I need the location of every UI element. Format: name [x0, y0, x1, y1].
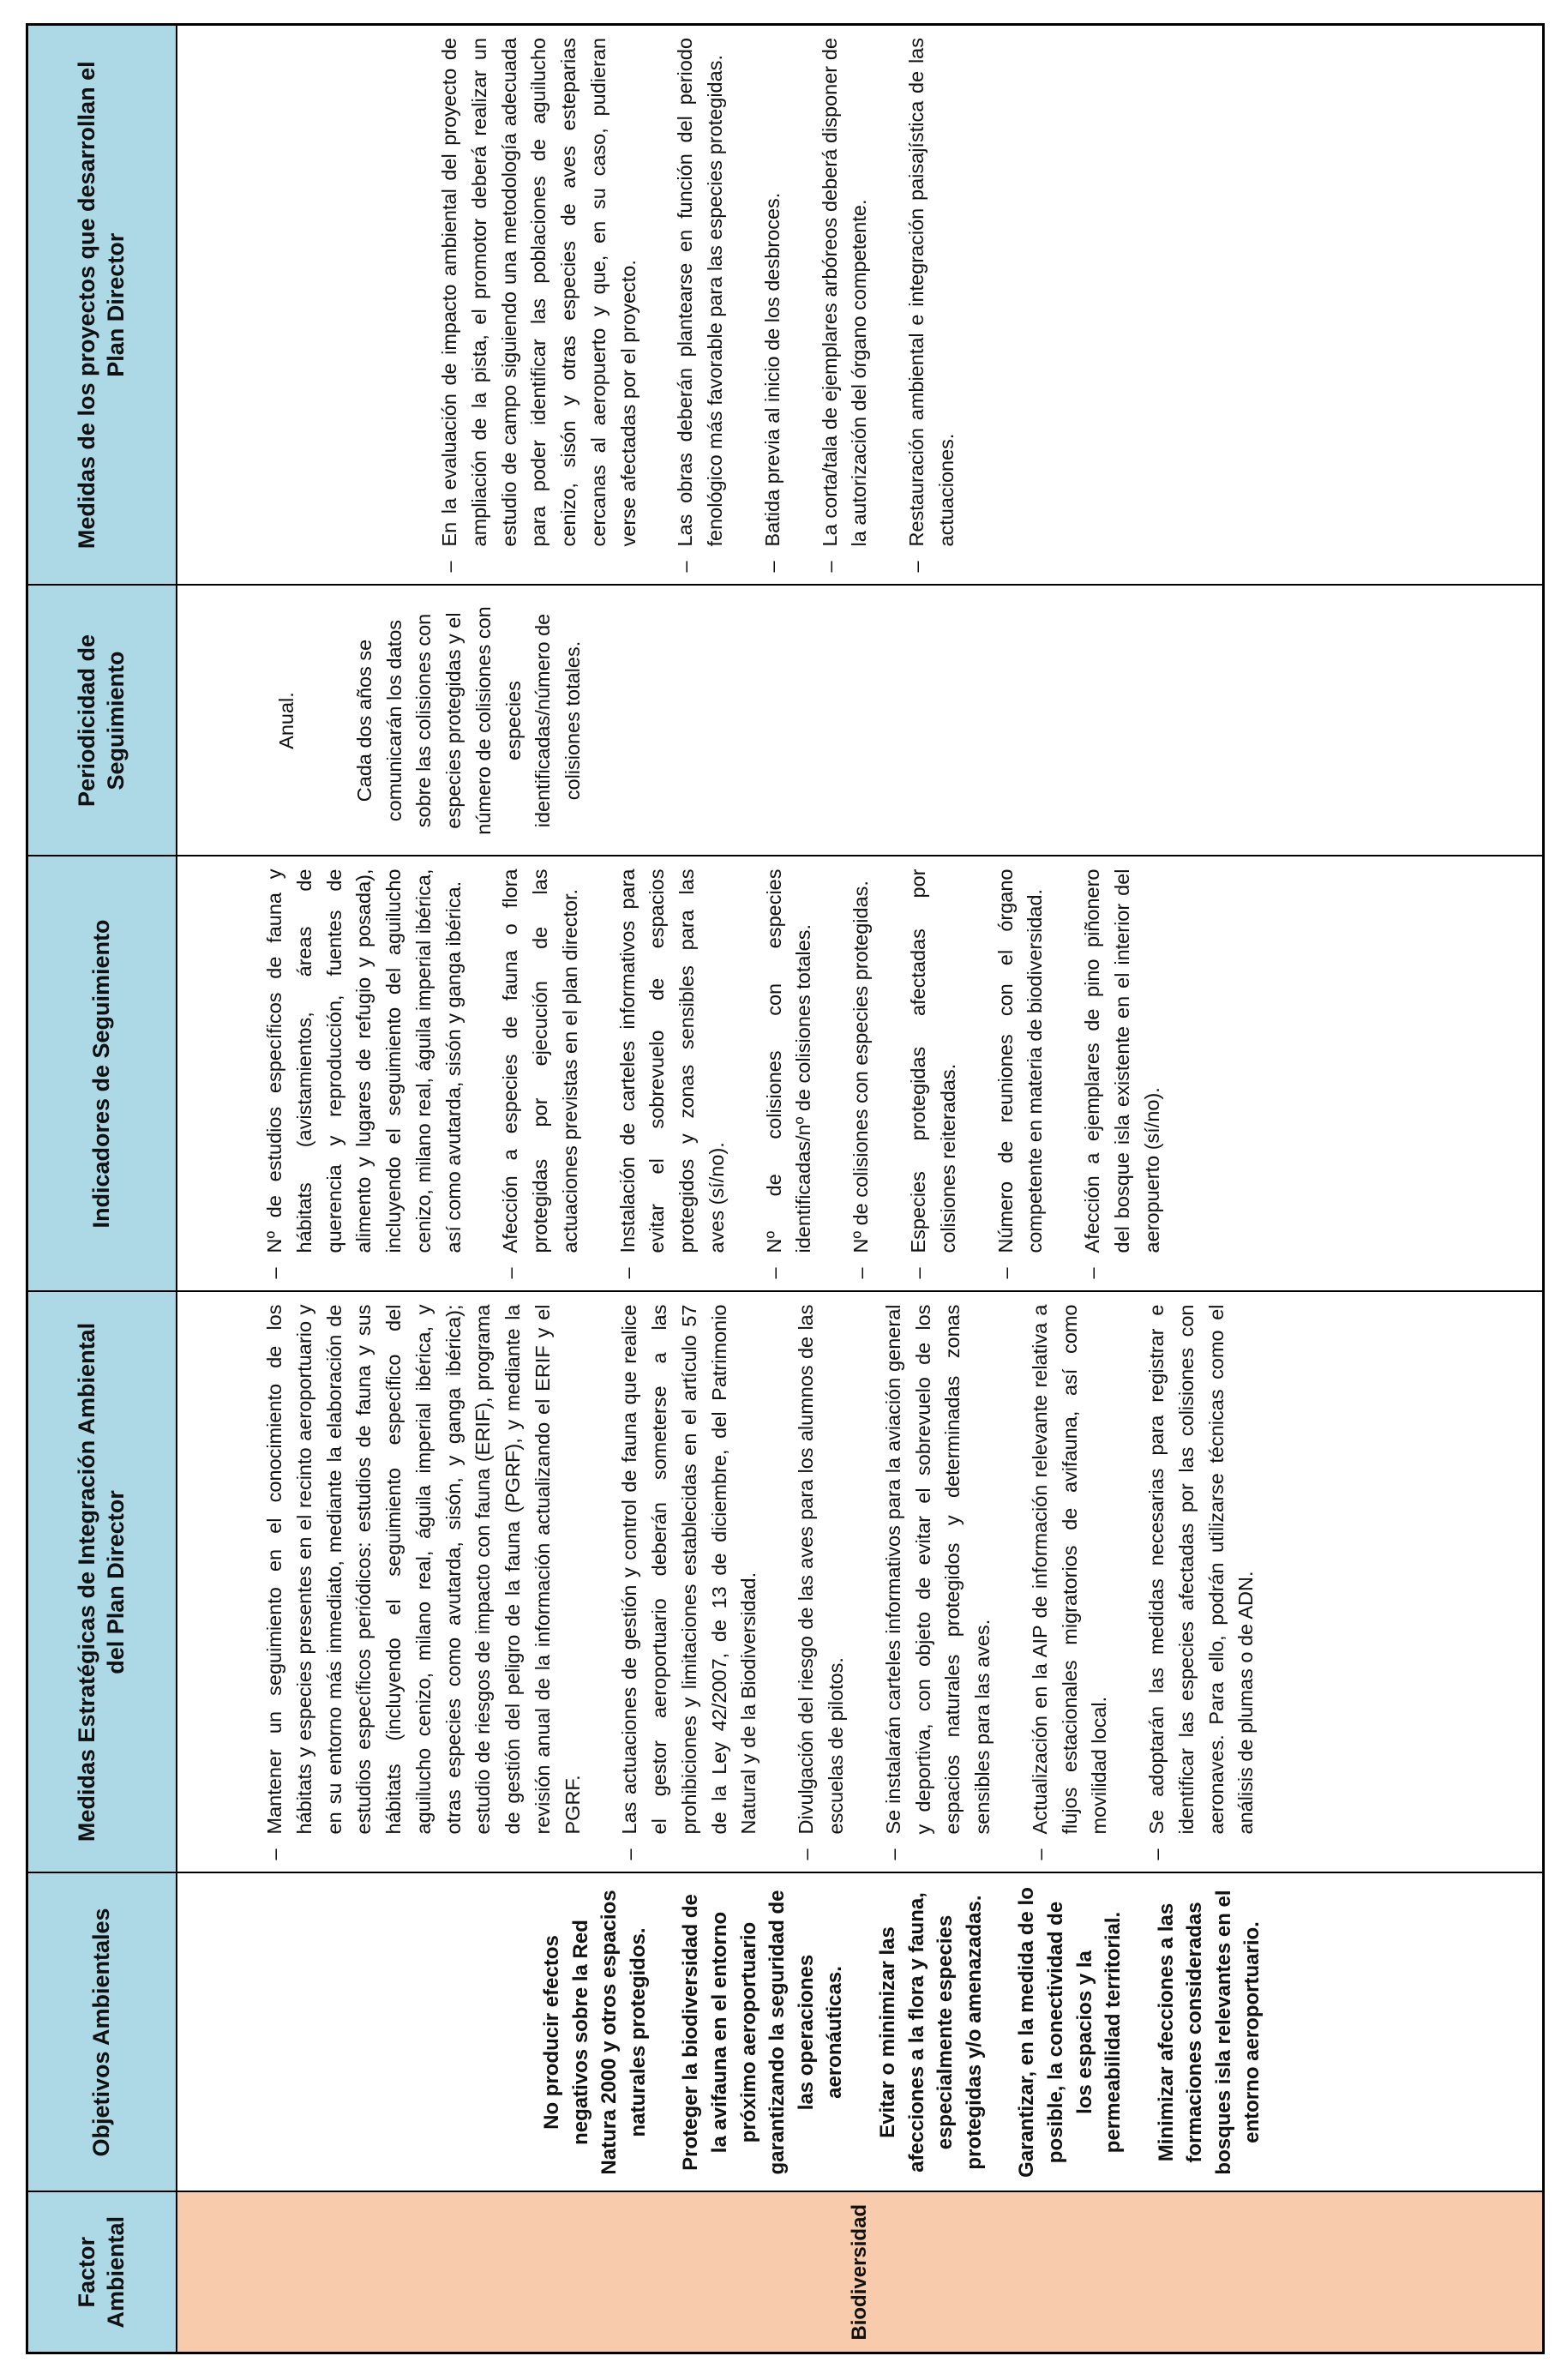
project-measure-item: – Restauración ambiental e integración paisajística de las actuaciones. [902, 38, 962, 573]
indicators-cell [177, 856, 1544, 1292]
measure-item: – Las actuaciones de gestión y control de fauna que realice el gestor aeroportuario deberán someterse a las prohibiciones y limitaciones establecidas en el artículo 57 de la Ley 42/2007, de 13 de diciembre, del Patrimonio Natural y de la Biodiversidad. [615, 1305, 764, 1860]
periodicity-item: Anual. [275, 692, 297, 749]
measure-item: – Actualización en la AIP de información relevante relativa a flujos estacionales migratorios de avifauna, así como movilidad local. [1025, 1305, 1114, 1860]
measure-item: – Se instalarán carteles informativos para la aviación general y deportiva, con objeto de evitar el sobrevuelo de los espacios naturales protegidos y determinadas zonas sensibles para las aves. [879, 1305, 998, 1860]
header-objectives: Objetivos Ambientales [27, 1873, 177, 2192]
factor-cell: Biodiversidad [177, 2192, 1544, 2353]
header-indicators: Indicadores de Seguimiento [27, 856, 177, 1292]
header-periodicity: Periodicidad de Seguimiento [27, 586, 177, 856]
indicators-list [260, 869, 1167, 1279]
indicator-item: – Especies protegidas afectadas por colisiones reiteradas. [904, 869, 964, 1279]
objective-item: Proteger la biodiversidad de la avifauna en el entorno próximo aeroportuario garantizando la seguridad de las operaciones aeronáuticas. [679, 1890, 847, 2175]
projects-cell [177, 25, 1544, 586]
environmental-monitoring-table [26, 23, 1545, 2354]
periodicity-cell [177, 586, 1544, 856]
project-measure-item: – La corta/tala de ejemplares arbóreos deberá disponer de la autorización del órgano competente. [815, 38, 875, 573]
indicator-item: – Nº de colisiones con especies protegidas. [846, 869, 876, 1279]
periodicity-item: Cada dos años se comunicarán los datos sobre las colisiones con especies protegidas y el número de colisiones con especies identificadas/número de colisiones totales. [352, 606, 585, 835]
indicator-item: – Afección a ejemplares de pino piñonero del bosque isla existente en el interior del aeropuerto (sí/no). [1078, 869, 1167, 1279]
project-measure-item: – En la evaluación de impacto ambiental del proyecto de ampliación de la pista, el promotor deberá realizar un estudio de campo siguiendo una metodología adecuada para poder identificar las poblaciones de aguilucho cenizo, sisón y otras especies de aves esteparias cercanas al aeropuerto y que, en su caso, pudieran verse afectadas por el proyecto. [435, 38, 643, 573]
objective-item: Evitar o minimizar las afecciones a la flora y fauna, especialmente especies protegidas y/o amenazadas. [875, 1892, 986, 2173]
measure-item: – Se adoptarán las medidas necesarias para registrar e identificar las especies afectadas por las colisiones con aeronaves. Para ello, podrán utilizarse técnicas como el análisis de plumas o de ADN. [1142, 1305, 1261, 1860]
measure-item: – Divulgación del riesgo de las aves para los alumnos de las escuelas de pilotos. [791, 1305, 851, 1860]
objective-item: Garantizar, en la medida de lo posible, la conectividad de los espacios y la permeabilidad territorial. [1015, 1887, 1126, 2178]
indicator-item: – Número de reuniones con el órgano competente en materia de biodiversidad. [991, 869, 1051, 1279]
indicator-item: – Instalación de carteles informativos para evitar el sobrevuelo de espacios protegidos y zonas sensibles para las aves (sí/no). [613, 869, 732, 1279]
measures-list [260, 1305, 1261, 1860]
objective-item: Minimizar afecciones a las formaciones consideradas bosques isla relevantes en el entorno aeroportuario. [1154, 1890, 1264, 2175]
measure-item: – Mantener un seguimiento en el conocimiento de los hábitats y especies presentes en el recinto aeroportuario y en su entorno más inmediato, mediante la elaboración de estudios específicos periódicos: estudios de fauna y sus hábitats (incluyendo el seguimiento específico del aguilucho cenizo, milano real, águila imperial ibérica, y otras especies como avutarda, sisón, y ganga ibérica); estudio de riesgos de impacto con fauna (ERIF), programa de gestión del peligro de la fauna (PGRF), y mediante la revisión anual de la información actualizando el ERIF y el PGRF. [260, 1305, 587, 1860]
header-row [27, 25, 177, 2353]
indicator-item: – Afección a especies de fauna o flora protegidas por ejecución de las actuaciones previstas en el plan director. [495, 869, 585, 1279]
indicator-item: – Nº de estudios específicos de fauna y hábitats (avistamientos, áreas de querencia y reproducción, fuentes de alimento y lugares de refugio y posada), incluyendo el seguimiento del aguilucho cenizo, milano real, águila imperial ibérica, así como avutarda, sisón y ganga ibérica. [260, 869, 468, 1279]
objective-item: No producir efectos negativos sobre la Red Natura 2000 y otros espacios naturales protegidos. [540, 1890, 650, 2175]
header-measures: Medidas Estratégicas de Integración Ambiental del Plan Director [27, 1292, 177, 1873]
indicator-item: – Nº de colisiones con especies identificadas/nº de colisiones totales. [759, 869, 820, 1279]
header-projects: Medidas de los proyectos que desarrollan el Plan Director [27, 25, 177, 586]
measures-cell [177, 1292, 1544, 1873]
projects-list [435, 38, 962, 573]
header-factor: Factor Ambiental [27, 2192, 177, 2353]
project-measure-item: – Batida previa al inicio de los desbroces. [758, 38, 788, 573]
objectives-cell [177, 1873, 1544, 2192]
project-measure-item: – Las obras deberán plantearse en función del periodo fenológico más favorable para las especies protegidas. [670, 38, 730, 573]
biodiversity-row [177, 25, 1544, 2353]
